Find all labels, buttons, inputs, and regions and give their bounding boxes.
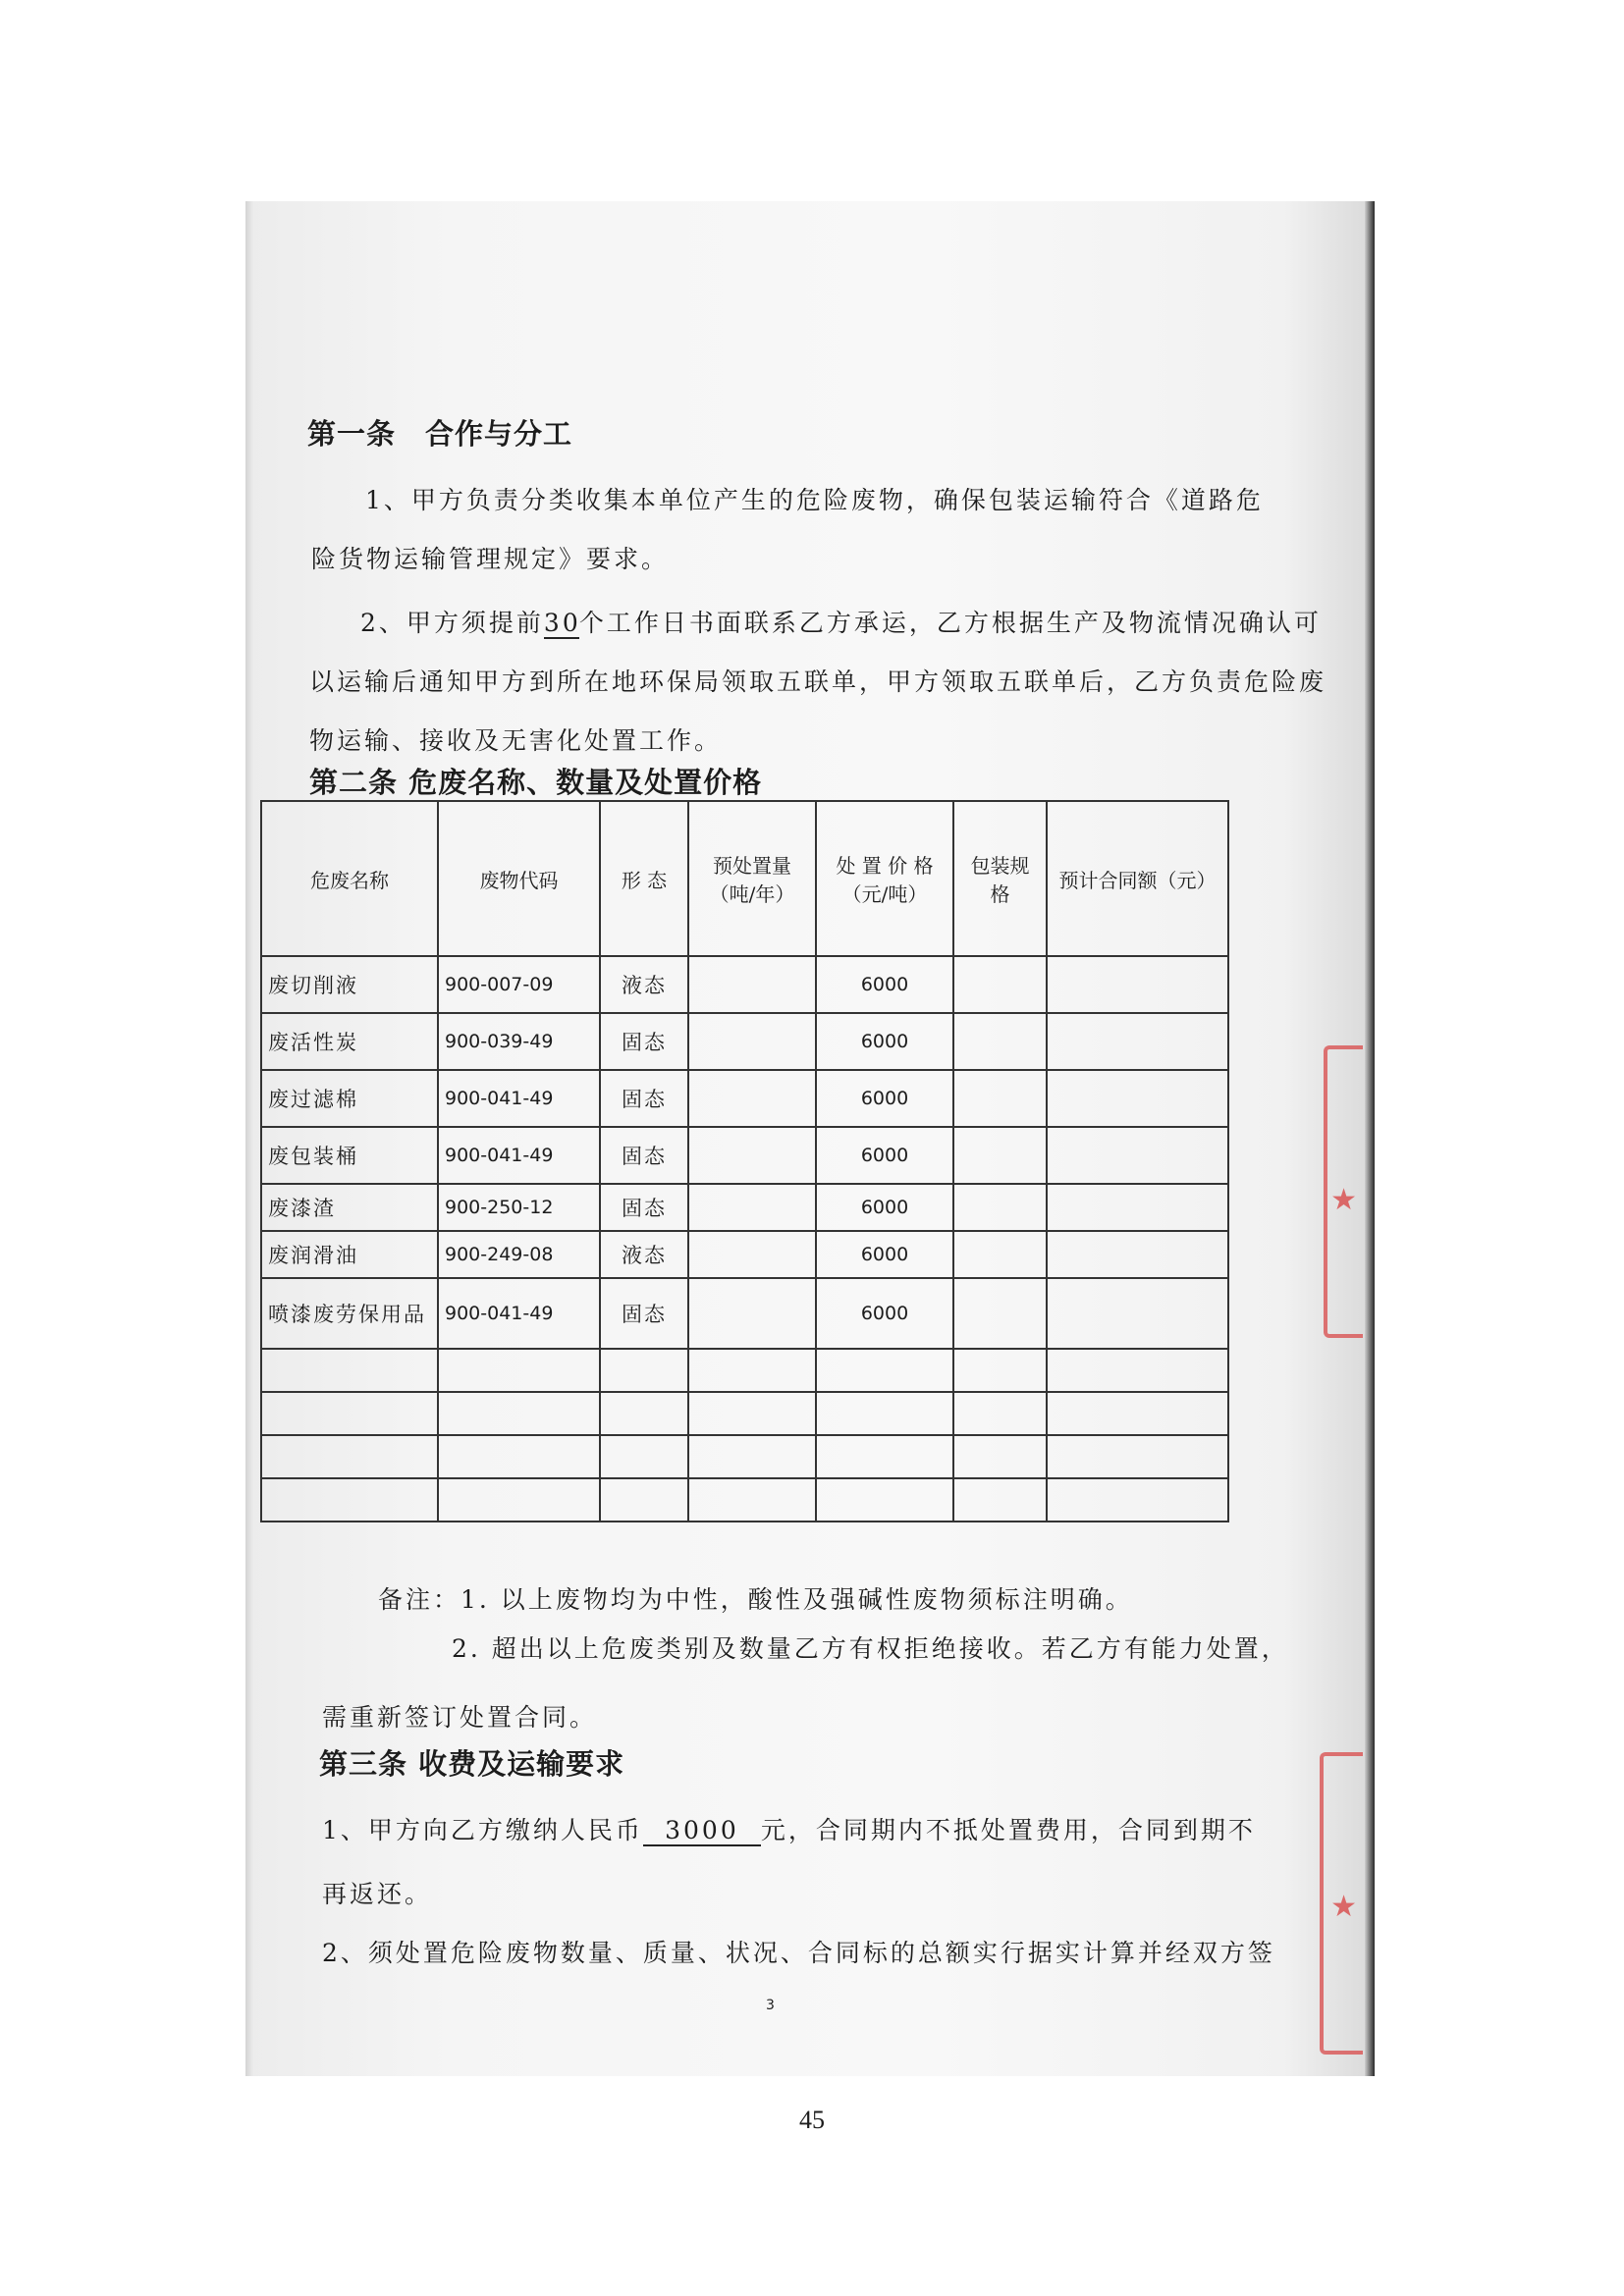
table-cell-pack — [953, 1127, 1047, 1184]
table-cell-price: 6000 — [816, 1070, 953, 1127]
table-cell-empty — [600, 1392, 688, 1435]
table-cell-empty — [600, 1435, 688, 1478]
table-cell-empty — [261, 1392, 438, 1435]
page-number: 45 — [799, 2106, 825, 2134]
table-cell-pack — [953, 1070, 1047, 1127]
column-header: 包装规 格 — [953, 801, 1047, 956]
article1-para2-line3: 物运输、接收及无害化处置工作。 — [309, 726, 723, 755]
table-cell-code: 900-007-09 — [438, 956, 600, 1013]
table-cell-qty — [688, 1231, 816, 1278]
table-cell-empty — [438, 1435, 600, 1478]
table-cell-empty — [953, 1349, 1047, 1392]
article3-heading: 第三条 收费及运输要求 — [319, 1747, 625, 1781]
table-cell-empty — [688, 1478, 816, 1522]
table-cell-state: 固态 — [600, 1013, 688, 1070]
column-header: 处 置 价 格 （元/吨） — [816, 801, 953, 956]
table-cell-empty — [438, 1478, 600, 1522]
days-blank: 30 — [543, 609, 581, 637]
article1-para2-prefix: 2、甲方须提前 — [360, 609, 544, 637]
table-cell-amount — [1047, 956, 1228, 1013]
table-cell-empty — [1047, 1478, 1228, 1522]
table-row — [261, 1127, 1228, 1184]
table-cell-qty — [688, 1070, 816, 1127]
table-cell-empty — [438, 1349, 600, 1392]
table-cell-amount — [1047, 1013, 1228, 1070]
table-row-empty — [261, 1392, 1228, 1435]
table-cell-name: 废活性炭 — [261, 1013, 438, 1070]
table-cell-empty — [816, 1478, 953, 1522]
table-cell-code: 900-041-49 — [438, 1278, 600, 1349]
table-row-empty — [261, 1478, 1228, 1522]
table-cell-state: 固态 — [600, 1184, 688, 1231]
table-cell-empty — [1047, 1392, 1228, 1435]
seal-star-icon: ★ — [1330, 1890, 1357, 1924]
table-cell-pack — [953, 1184, 1047, 1231]
table-cell-state: 固态 — [600, 1127, 688, 1184]
article3-para1-line1 — [322, 1811, 1256, 1846]
note-line2: 2. 超出以上危废类别及数量乙方有权拒绝接收。若乙方有能力处置， — [452, 1634, 1289, 1663]
table-body — [261, 956, 1228, 1522]
table-cell-empty — [953, 1478, 1047, 1522]
table-cell-empty — [261, 1478, 438, 1522]
table-cell-empty — [688, 1435, 816, 1478]
article1-para1-line2: 险货物运输管理规定》要求。 — [311, 545, 670, 573]
table-row — [261, 1278, 1228, 1349]
table-cell-empty — [1047, 1435, 1228, 1478]
note-line1: 备注：1. 以上废物均为中性，酸性及强碱性废物须标注明确。 — [378, 1585, 1133, 1614]
table-cell-amount — [1047, 1184, 1228, 1231]
photo-left-edge — [245, 201, 253, 2076]
article1-heading: 第一条 合作与分工 — [307, 417, 573, 451]
table-row-empty — [261, 1349, 1228, 1392]
inner-page-number: 3 — [766, 1998, 775, 2013]
document-photo — [245, 201, 1375, 2076]
table-cell-name: 喷漆废劳保用品 — [261, 1278, 438, 1349]
article2-heading: 第二条 危废名称、数量及处置价格 — [309, 766, 763, 799]
table-cell-pack — [953, 1231, 1047, 1278]
table-cell-name: 废漆渣 — [261, 1184, 438, 1231]
table-cell-amount — [1047, 1070, 1228, 1127]
table-cell-amount — [1047, 1278, 1228, 1349]
table-cell-empty — [688, 1392, 816, 1435]
table-cell-price: 6000 — [816, 1013, 953, 1070]
table-cell-empty — [1047, 1349, 1228, 1392]
table-cell-state: 液态 — [600, 1231, 688, 1278]
table-cell-state: 液态 — [600, 956, 688, 1013]
table-cell-empty — [600, 1349, 688, 1392]
table-cell-price: 6000 — [816, 1231, 953, 1278]
table-row — [261, 1070, 1228, 1127]
table-cell-amount — [1047, 1127, 1228, 1184]
table-cell-qty — [688, 1278, 816, 1349]
table-cell-pack — [953, 956, 1047, 1013]
table-header-row — [261, 801, 1228, 956]
table-cell-name: 废包装桶 — [261, 1127, 438, 1184]
table-row — [261, 1013, 1228, 1070]
table-cell-pack — [953, 1013, 1047, 1070]
table-cell-code: 900-250-12 — [438, 1184, 600, 1231]
article3-para1-suffix: 元，合同期内不抵处置费用，合同到期不 — [760, 1816, 1256, 1844]
column-header: 危废名称 — [261, 801, 438, 956]
table-cell-empty — [600, 1478, 688, 1522]
table-cell-empty — [261, 1349, 438, 1392]
article1-para2-line2: 以运输后通知甲方到所在地环保局领取五联单，甲方领取五联单后，乙方负责危险废 — [309, 667, 1327, 696]
photo-right-edge — [1365, 201, 1375, 2076]
table-cell-price: 6000 — [816, 1127, 953, 1184]
table-cell-state: 固态 — [600, 1070, 688, 1127]
amount-blank: 3000 — [643, 1816, 761, 1846]
column-header: 形 态 — [600, 801, 688, 956]
table-cell-empty — [438, 1392, 600, 1435]
article3-para1-prefix: 1、甲方向乙方缴纳人民币 — [322, 1816, 643, 1844]
column-header: 预处置量 （吨/年） — [688, 801, 816, 956]
table-cell-price: 6000 — [816, 1184, 953, 1231]
table-row-empty — [261, 1435, 1228, 1478]
table-cell-price: 6000 — [816, 1278, 953, 1349]
table-cell-qty — [688, 956, 816, 1013]
table-cell-code: 900-041-49 — [438, 1070, 600, 1127]
table-row — [261, 1231, 1228, 1278]
table-cell-empty — [816, 1349, 953, 1392]
article1-para2-suffix: 个工作日书面联系乙方承运，乙方根据生产及物流情况确认可 — [578, 609, 1322, 637]
table-row — [261, 956, 1228, 1013]
article1-para2-line1 — [360, 604, 1322, 639]
table-cell-name: 废过滤棉 — [261, 1070, 438, 1127]
table-cell-price: 6000 — [816, 956, 953, 1013]
article3-para1-line2: 再返还。 — [322, 1880, 433, 1908]
table-cell-code: 900-249-08 — [438, 1231, 600, 1278]
article3-para2: 2、须处置危险废物数量、质量、状况、合同标的总额实行据实计算并经双方签 — [322, 1939, 1275, 1967]
table-cell-empty — [816, 1435, 953, 1478]
table-cell-qty — [688, 1127, 816, 1184]
table-cell-state: 固态 — [600, 1278, 688, 1349]
column-header: 预计合同额（元） — [1047, 801, 1228, 956]
note-line3: 需重新签订处置合同。 — [322, 1703, 598, 1732]
table-row — [261, 1184, 1228, 1231]
table-cell-name: 废润滑油 — [261, 1231, 438, 1278]
table-cell-code: 900-041-49 — [438, 1127, 600, 1184]
column-header: 废物代码 — [438, 801, 600, 956]
table-cell-empty — [953, 1392, 1047, 1435]
table-cell-qty — [688, 1013, 816, 1070]
table-cell-amount — [1047, 1231, 1228, 1278]
table-cell-empty — [816, 1392, 953, 1435]
table-cell-pack — [953, 1278, 1047, 1349]
article1-para1-line1: 1、甲方负责分类收集本单位产生的危险废物，确保包装运输符合《道路危 — [365, 486, 1264, 514]
table-cell-empty — [688, 1349, 816, 1392]
table-cell-empty — [953, 1435, 1047, 1478]
table-cell-code: 900-039-49 — [438, 1013, 600, 1070]
hazardous-waste-table — [260, 800, 1229, 1522]
table-cell-qty — [688, 1184, 816, 1231]
seal-star-icon: ★ — [1330, 1183, 1357, 1217]
table-cell-name: 废切削液 — [261, 956, 438, 1013]
table-cell-empty — [261, 1435, 438, 1478]
